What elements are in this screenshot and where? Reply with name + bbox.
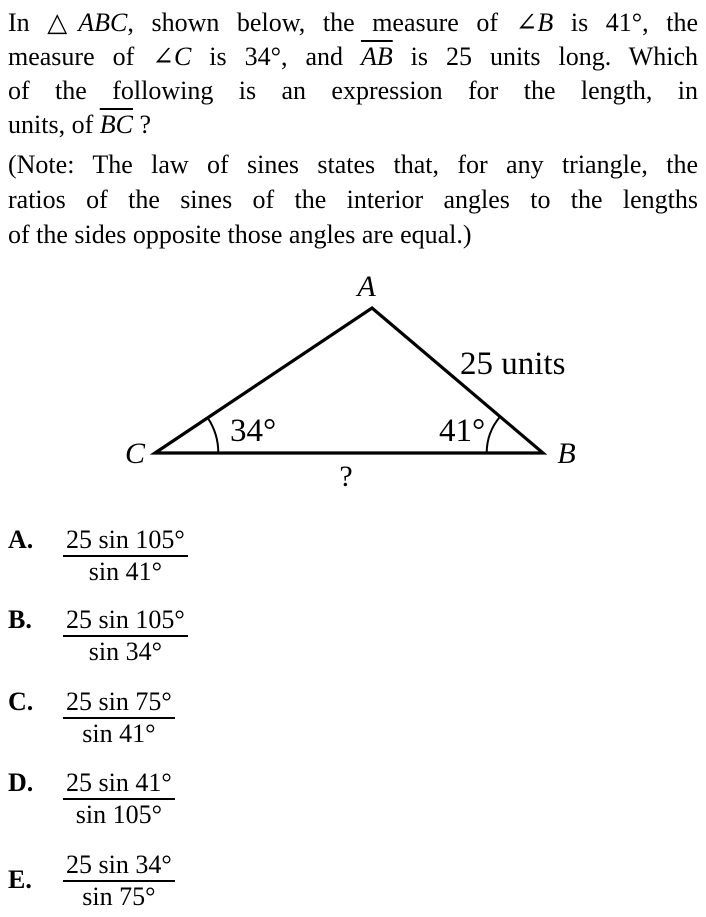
answer-choice-b[interactable] (8, 605, 308, 669)
fraction-numerator: 25 sin 41° (63, 768, 175, 800)
fraction-numerator: 25 sin 105° (63, 605, 188, 637)
side-ab-length-label: 25 units (460, 346, 566, 382)
answer-letter: A. (8, 525, 34, 554)
fraction (63, 687, 175, 747)
answer-choice-d[interactable] (8, 768, 308, 832)
answer-letter: C. (8, 687, 34, 716)
fraction (63, 605, 188, 665)
fraction (63, 850, 175, 910)
fraction-denominator: sin 75° (82, 882, 156, 911)
text-segment: is 25 units long. Which (392, 42, 698, 71)
fraction-numerator: 25 sin 105° (63, 525, 188, 557)
text-segment: B (537, 8, 554, 37)
angle-b-measure-label: 41° (439, 413, 486, 449)
fraction-denominator: sin 41° (88, 557, 162, 586)
side-cb-unknown-label: ? (339, 460, 353, 493)
answer-choice-a[interactable] (8, 525, 308, 589)
text-segment: measure of ∠ (8, 42, 174, 71)
fraction-denominator: sin 41° (82, 719, 156, 748)
fraction-denominator: sin 34° (88, 637, 162, 666)
fraction-numerator: 25 sin 75° (63, 687, 175, 719)
segment-bc-overline: $\overline{BC}$ (99, 110, 133, 139)
text-segment: ? (132, 110, 152, 139)
fraction-numerator: 25 sin 34° (63, 850, 175, 882)
answer-letter: D. (8, 768, 34, 797)
text-segment: of the following is an expression for the length, in (8, 76, 698, 105)
answer-choice-c[interactable] (8, 687, 308, 751)
fraction-denominator: sin 105° (75, 800, 162, 829)
text-segment: is 34°, and (191, 42, 361, 71)
note-line-2: ratios of the sines of the interior angles to the lengths (8, 185, 698, 214)
note-line-3: of the sides opposite those angles are equal.) (8, 220, 472, 249)
answer-choice-e[interactable] (8, 850, 308, 914)
segment-ab-overline: $\overline{AB}$ (360, 42, 393, 71)
fraction (63, 768, 175, 828)
text-segment: C (173, 42, 192, 71)
note-line-1: (Note: The law of sines states that, for any triangle, the (8, 150, 698, 179)
text-segment: In △ (8, 8, 79, 37)
answer-letter: E. (8, 865, 32, 894)
vertex-a-label: A (357, 270, 376, 303)
text-segment: ABC (78, 8, 128, 37)
text-segment: is 41°, the (553, 8, 698, 37)
vertex-c-label: C (124, 437, 146, 470)
vertex-b-label: B (557, 437, 576, 470)
text-segment: , shown below, the measure of ∠ (127, 8, 538, 37)
text-segment: units, of (8, 110, 100, 139)
angle-c-measure-label: 34° (230, 413, 277, 449)
fraction (63, 525, 188, 585)
answer-letter: B. (8, 605, 32, 634)
